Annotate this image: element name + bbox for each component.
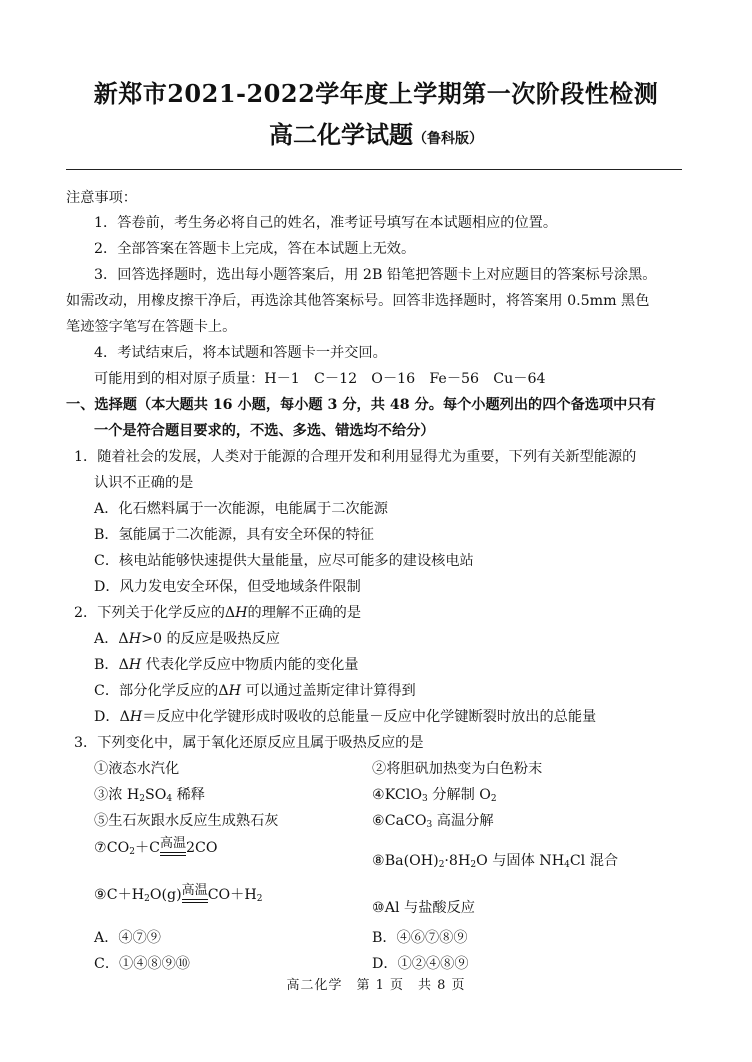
reaction-condition: 高温 bbox=[182, 884, 208, 909]
q1-stem-line-1: 1．随着社会的发展，人类对于能源的合理开发和利用显得尤为重要，下列有关新型能源的 bbox=[74, 449, 637, 465]
q2-stem: 2．下列关于化学反应的ΔH的理解不正确的是 bbox=[74, 605, 362, 621]
q3-item-4: ④KClO$_3$ 分解制 $O_2$ bbox=[372, 787, 497, 804]
edition-label: （鲁科版） bbox=[413, 131, 483, 147]
q3-option-b: B．④⑥⑦⑧⑨ bbox=[372, 930, 468, 946]
q3-item-7: $⑦CO_2+C$ 高温 2CO bbox=[94, 837, 218, 862]
notice-item-2: 2．全部答案在答题卡上完成，答在本试题上无效。 bbox=[94, 241, 416, 257]
q2-option-d: D．ΔH＝反应中化学键形成时吸收的总能量－反应中化学键断裂时放出的总能量 bbox=[94, 709, 597, 725]
q2-option-a: A．ΔH>0 的反应是吸热反应 bbox=[94, 631, 280, 647]
q1-option-a: A．化石燃料属于一次能源，电能属于二次能源 bbox=[94, 501, 388, 517]
q3-item-1: ①液态水汽化 bbox=[94, 761, 180, 777]
exam-title: 新郑市2021-2022学年度上学期第一次阶段性检测 bbox=[93, 79, 659, 108]
title-divider bbox=[66, 169, 682, 170]
notice-item-1: 1．答卷前，考生务必将自己的姓名，准考证号填写在本试题相应的位置。 bbox=[94, 215, 558, 231]
reaction-condition: 高温 bbox=[160, 837, 186, 862]
q2-option-b: B．ΔH 代表化学反应中物质内能的变化量 bbox=[94, 657, 359, 673]
q3-item-6: ⑥CaCO$_3$ 高温分解 bbox=[372, 813, 494, 830]
page-footer: 高二化学 第 1 页 共 8 页 bbox=[286, 978, 466, 993]
notice-heading: 注意事项： bbox=[66, 190, 137, 206]
q3-item-2: ②将胆矾加热变为白色粉末 bbox=[372, 761, 543, 777]
q3-item-9: $⑨C+H_2O(g)$ 高温 $CO+H_2$ bbox=[94, 884, 262, 909]
notice-item-3-line-3: 笔迹签字笔写在答题卡上。 bbox=[66, 319, 237, 335]
notice-item-3-line-1: 3．回答选择题时，选出每小题答案后，用 2B 铅笔把答题卡上对应题目的答案标号涂黑。 bbox=[94, 267, 657, 283]
atomic-masses: 可能用到的相对原子质量：H－1 C－12 O－16 Fe－56 Cu－64 bbox=[94, 371, 546, 387]
section-1-heading-line-2: 一个是符合题目要求的，不选、多选、错选均不给分） bbox=[94, 423, 435, 439]
notice-item-4: 4．考试结束后，将本试题和答题卡一并交回。 bbox=[94, 345, 387, 361]
q3-option-a: A．④⑦⑨ bbox=[94, 930, 161, 946]
q3-item-10: ⑩Al 与盐酸反应 bbox=[372, 900, 475, 916]
notice-item-3-line-2: 如需改动，用橡皮擦干净后，再选涂其他答案标号。回答非选择题时，将答案用 0.5mm 黑色 bbox=[66, 293, 650, 309]
q3-stem: 3．下列变化中，属于氧化还原反应且属于吸热反应的是 bbox=[74, 735, 424, 751]
subject-title: 高二化学试题 bbox=[269, 120, 413, 149]
q3-item-5: ⑤生石灰跟水反应生成熟石灰 bbox=[94, 813, 279, 829]
q3-item-3: ③浓 $H_2SO_4$ 稀释 bbox=[94, 787, 205, 804]
q3-item-8: $⑧Ba(OH)_2\cdot 8H_2O$ 与固体 $NH_4Cl$ 混合 bbox=[372, 853, 619, 870]
q1-option-c: C．核电站能够快速提供大量能量，应尽可能多的建设核电站 bbox=[94, 553, 474, 569]
q3-option-c: C．①④⑧⑨⑩ bbox=[94, 956, 190, 972]
q2-option-c: C．部分化学反应的ΔH 可以通过盖斯定律计算得到 bbox=[94, 683, 416, 699]
q1-stem-line-2: 认识不正确的是 bbox=[94, 475, 194, 491]
exam-subtitle bbox=[0, 115, 752, 150]
q1-option-b: B．氢能属于二次能源，具有安全环保的特征 bbox=[94, 527, 374, 543]
q1-option-d: D．风力发电安全环保，但受地域条件限制 bbox=[94, 579, 361, 595]
section-1-heading-line-1: 一、选择题（本大题共 16 小题，每小题 3 分，共 48 分。每个小题列出的四个备选项中只有 bbox=[66, 397, 656, 413]
q3-option-d: D．①②④⑧⑨ bbox=[372, 956, 469, 972]
